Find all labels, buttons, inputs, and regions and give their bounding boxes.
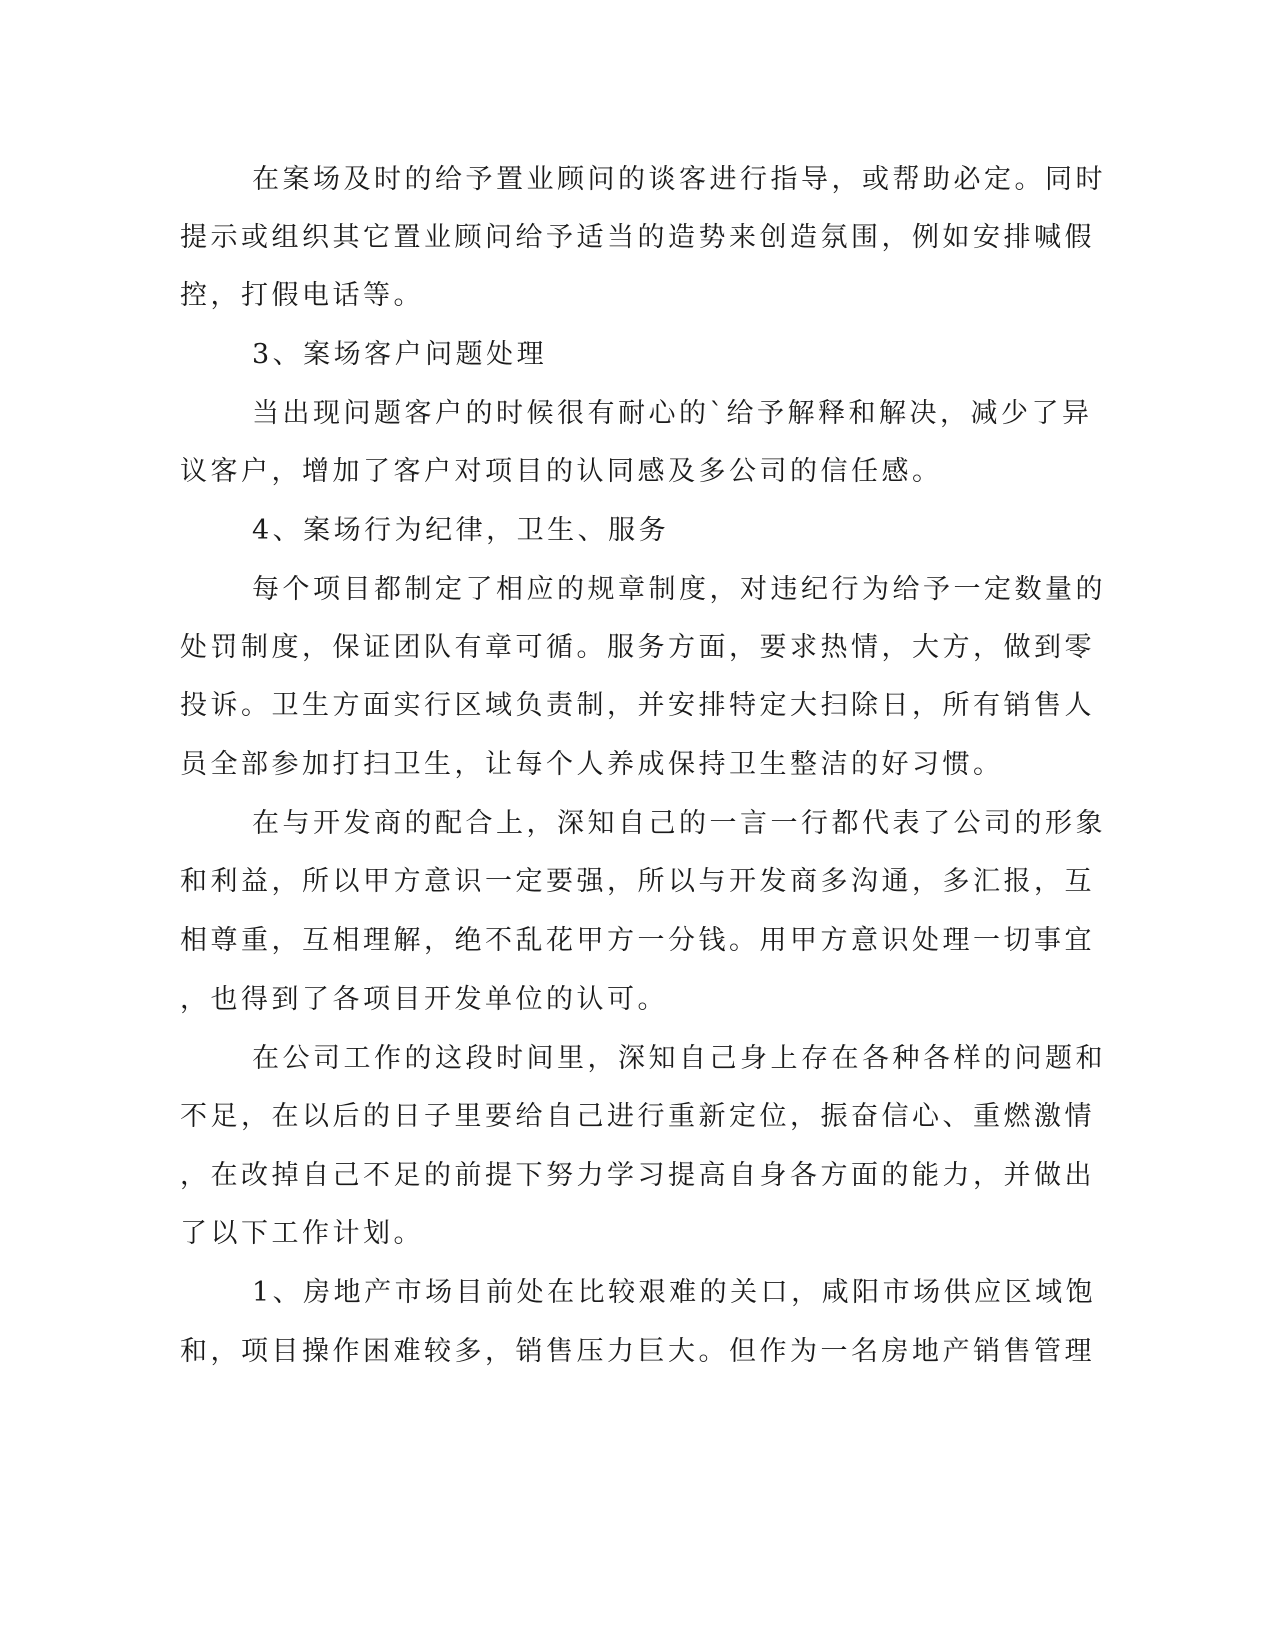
text-line: 投诉。卫生方面实行区域负责制，并安排特定大扫除日，所有销售人	[180, 690, 1095, 721]
text-line: 控，打假电话等。	[180, 280, 424, 311]
text-line: ，也得到了各项目开发单位的认可。	[180, 984, 668, 1015]
section-heading: 3、案场客户问题处理	[252, 339, 548, 370]
section-heading: 4、案场行为纪律，卫生、服务	[252, 515, 670, 546]
text-line: 相尊重，互相理解，绝不乱花甲方一分钱。用甲方意识处理一切事宜	[180, 925, 1095, 956]
text-line: 不足，在以后的日子里要给自己进行重新定位，振奋信心、重燃激情	[180, 1101, 1095, 1132]
text-line: 提示或组织其它置业顾问给予适当的造势来创造氛围，例如安排喊假	[180, 222, 1095, 253]
text-line: 议客户，增加了客户对项目的认同感及多公司的信任感。	[180, 456, 943, 487]
text-line: 员全部参加打扫卫生，让每个人养成保持卫生整洁的好习惯。	[180, 749, 1004, 780]
text-line: 和，项目操作困难较多，销售压力巨大。但作为一名房地产销售管理	[180, 1336, 1095, 1367]
text-line: 当出现问题客户的时候很有耐心的`给予解释和解决，减少了异	[252, 398, 1093, 429]
text-line: 每个项目都制定了相应的规章制度，对违纪行为给予一定数量的	[252, 574, 1106, 605]
text-line: ，在改掉自己不足的前提下努力学习提高自身各方面的能力，并做出	[180, 1160, 1095, 1191]
text-line: 在案场及时的给予置业顾问的谈客进行指导，或帮助必定。同时	[252, 164, 1106, 195]
text-line: 在与开发商的配合上，深知自己的一言一行都代表了公司的形象	[252, 808, 1106, 839]
text-line: 在公司工作的这段时间里，深知自己身上存在各种各样的问题和	[252, 1043, 1106, 1074]
text-line: 了以下工作计划。	[180, 1218, 424, 1249]
text-line: 处罚制度，保证团队有章可循。服务方面，要求热情，大方，做到零	[180, 632, 1095, 663]
text-line: 和利益，所以甲方意识一定要强，所以与开发商多沟通，多汇报，互	[180, 866, 1095, 897]
text-line: 1、房地产市场目前处在比较艰难的关口，咸阳市场供应区域饱	[252, 1277, 1097, 1308]
